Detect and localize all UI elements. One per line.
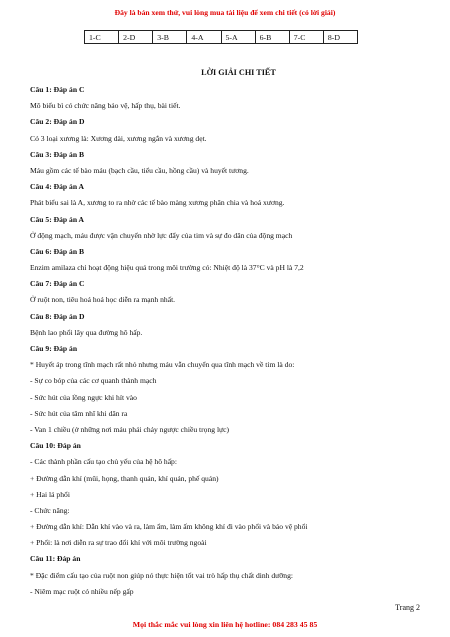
- question-heading: Câu 2: Đáp án D: [30, 117, 85, 127]
- answer-text: - Sự co bóp của các cơ quanh thành mạch: [30, 376, 157, 386]
- answer-key-table: [84, 30, 358, 44]
- answer-text: - Sức hút của lồng ngực khi hít vào: [30, 392, 137, 402]
- answer-text: Ở ruột non, tiêu hoá hoá học diễn ra mạnh nhất.: [30, 295, 176, 305]
- answer-text: Máu gồm các tế bào máu (bạch cầu, tiểu cầu, hồng cầu) và huyết tương.: [30, 165, 249, 175]
- question-heading: Câu 9: Đáp án: [30, 344, 78, 353]
- question-heading: Câu 7: Đáp án C: [30, 279, 85, 289]
- question-heading: Câu 1: Đáp án C: [30, 85, 85, 94]
- answer-text: - Các thành phần cấu tạo chủ yếu của hệ hô hấp:: [30, 457, 177, 467]
- answer-text: - Sức hút của tâm nhĩ khi dãn ra: [30, 408, 128, 418]
- answer-cell: 6-B: [255, 31, 289, 44]
- page-number: Trang 2: [395, 603, 420, 612]
- answer-cell: 5-A: [221, 31, 255, 44]
- answer-text: * Huyết áp trong tĩnh mạch rất nhỏ nhưng máu vẫn chuyển qua tĩnh mạch về tim là do:: [30, 360, 295, 370]
- answer-text: * Đặc điểm cấu tạo của ruột non giúp nó thực hiện tốt vai trò hấp thụ chất dinh dưỡng:: [30, 570, 293, 580]
- question-heading: Câu 10: Đáp án: [30, 441, 81, 451]
- question-heading: Câu 5: Đáp án A: [30, 214, 85, 224]
- answer-text: - Chức năng:: [30, 505, 70, 515]
- solution-lines: [30, 82, 425, 600]
- question-heading: Câu 3: Đáp án B: [30, 149, 85, 159]
- answer-key-row: [85, 31, 358, 44]
- answer-cell: 4-A: [187, 31, 221, 44]
- answer-text: + Hai lá phổi: [30, 489, 70, 499]
- answer-text: Bệnh lao phổi lây qua đường hô hấp.: [30, 327, 143, 337]
- answer-text: Có 3 loại xương là: Xương dài, xương ngắn và xương dẹt.: [30, 133, 207, 143]
- answer-cell: 2-D: [119, 31, 153, 44]
- answer-text: Phát biểu sai là A, xương to ra nhờ các tế bào màng xương phân chia và hoá xương.: [30, 198, 285, 208]
- answer-cell: 3-B: [153, 31, 187, 44]
- answer-cell: 7-C: [289, 31, 323, 44]
- answer-text: Ở động mạch, máu được vận chuyển nhờ lực đẩy của tim và sự đo dãn của động mạch: [30, 230, 293, 240]
- question-heading: Câu 4: Đáp án A: [30, 182, 85, 192]
- answer-cell: 1-C: [85, 31, 119, 44]
- question-heading: Câu 8: Đáp án D: [30, 311, 85, 321]
- answer-text: - Van 1 chiều (ở những nơi máu phải chảy ngược chiều trọng lực): [30, 424, 230, 434]
- section-title: LỜI GIẢI CHI TIẾT: [201, 68, 276, 77]
- question-heading: Câu 11: Đáp án: [30, 554, 81, 564]
- hotline-banner: Mọi thắc mắc vui lòng xin liên hệ hotline: 084 283 45 85: [132, 620, 318, 629]
- answer-text: + Đường dẫn khí (mũi, họng, thanh quản, khí quản, phế quản): [30, 473, 219, 483]
- answer-text: + Phổi: là nơi diễn ra sự trao đổi khí với môi trường ngoài: [30, 538, 207, 548]
- preview-notice-banner: Đây là bản xem thử, vui lòng mua tài liệu để xem chi tiết (có lời giải): [114, 8, 336, 17]
- question-heading: Câu 6: Đáp án B: [30, 246, 85, 256]
- solution-content: [30, 66, 425, 600]
- answer-text: Enzim amilaza chỉ hoạt động hiệu quả trong môi trường có: Nhiệt độ là 37°C và pH là 7,2: [30, 263, 304, 273]
- answer-text: + Đường dẫn khí: Dẫn khí vào và ra, làm ẩm, làm ấm không khí đi vào phổi và bảo vệ phổi: [30, 522, 308, 532]
- answer-text: Mô biểu bì có chức năng bảo vệ, hấp thụ, bài tiết.: [30, 101, 181, 111]
- answer-text: - Niêm mạc ruột có nhiều nếp gấp: [30, 586, 134, 596]
- answer-cell: 8-D: [323, 31, 357, 44]
